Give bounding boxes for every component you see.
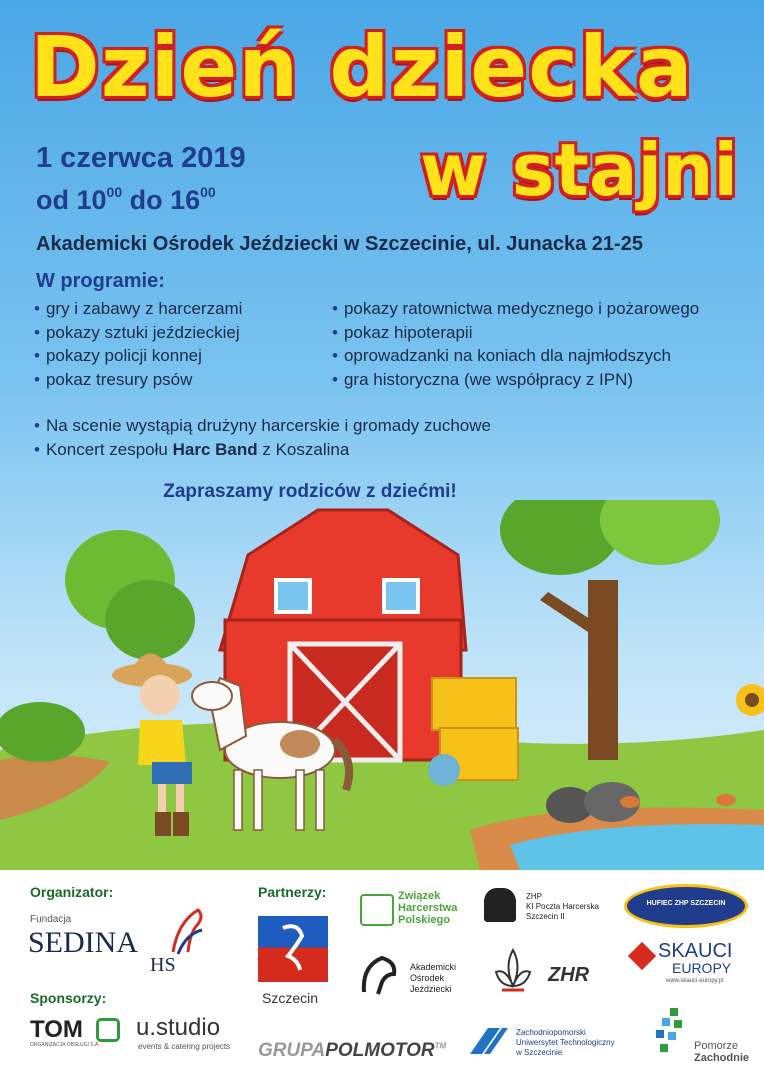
girl-shirt (138, 720, 186, 765)
aoj-line: Jeździecki (410, 984, 452, 994)
hours-from: od 10 (36, 185, 107, 215)
zhr-logo-text: ZHR (548, 964, 590, 986)
tree-left-canopy-2 (105, 580, 195, 660)
partners-label: Partnerzy: (258, 884, 327, 900)
program-item: • pokaz hipoterapii (332, 321, 699, 345)
farm-illustration (0, 500, 764, 870)
zhp-lily-icon (360, 894, 394, 926)
horse-leg (296, 770, 304, 830)
hours-from-minutes: 00 (106, 184, 123, 200)
girl-boot (173, 812, 189, 836)
zhp-line: Harcerstwa (398, 902, 458, 914)
aoj-line: Ośrodek (410, 973, 445, 983)
polmotor-logo (258, 1040, 446, 1062)
horse-head (192, 682, 232, 710)
program-extra-concert (34, 438, 491, 462)
pomorze-text (694, 1040, 749, 1064)
zut-line: w Szczecinie (516, 1048, 563, 1057)
aoj-text (410, 962, 456, 995)
aoj-line: Akademicki (410, 962, 457, 972)
barn-window-left (276, 580, 310, 612)
program-item: • pokazy sztuki jeździeckiej (34, 321, 242, 345)
horse-leg (316, 770, 324, 830)
mushroom (716, 794, 736, 806)
zhp-logo-text (398, 890, 457, 926)
event-date: 1 czerwca 2019 (36, 142, 246, 174)
hours-to: do 16 (122, 185, 201, 215)
horse-spot (280, 730, 320, 758)
zut-line: Zachodniopomorski (516, 1028, 586, 1037)
concert-pre: Koncert zespołu (45, 439, 173, 459)
skauci-cross-icon (628, 942, 656, 970)
sunflower-center (745, 693, 759, 707)
program-extra-stage: • Na scenie wystąpią drużyny harcerskie i gromady zuchowe (34, 414, 491, 438)
program-item: • gry i zabawy z harcerzami (34, 297, 242, 321)
band-name: Harc Band (172, 439, 258, 459)
tree-trunk (588, 580, 618, 760)
girl-shorts (152, 762, 192, 784)
hufiec-badge (624, 884, 748, 928)
kipoczta-line: KI Poczta Harcerska (526, 902, 599, 911)
tom-logo-icon (96, 1018, 120, 1042)
zut-logo-icon (466, 1024, 512, 1060)
horse-leg (234, 770, 242, 830)
szczecin-crest (258, 916, 328, 982)
skauci-url: www.skauci-europy.pl (666, 978, 724, 984)
program-item: • pokazy ratownictwa medycznego i pożarowego (332, 297, 699, 321)
tom-subtitle: ORGANIZACJA OBSŁUGI S.A. (30, 1042, 100, 1048)
horse-leg (254, 770, 262, 830)
pomorze-logo-icon (650, 1006, 694, 1060)
pomorze-line: Pomorze (694, 1040, 739, 1052)
skauci-text-2: EUROPY (672, 960, 732, 976)
zut-text (516, 1028, 615, 1058)
hufiec-text: HUFIEC ZHP SZCZECIN (646, 900, 726, 907)
watering-can (428, 754, 460, 786)
footer-logos (0, 870, 764, 1080)
polmotor-name: POLMOTOR (325, 1040, 435, 1061)
title-line-2: w stajni (420, 128, 739, 212)
zhp-line: Związek (398, 890, 441, 902)
barn-window-right (384, 580, 418, 612)
sedina-horse-icon (168, 902, 208, 958)
mushroom (620, 796, 640, 808)
program-heading: W programie: (36, 270, 165, 292)
sedina-fundacja: Fundacja (30, 914, 72, 925)
title-line-1: Dzień dziecka (30, 18, 694, 116)
hay-bale-top (432, 678, 516, 730)
sedina-hs: HS (150, 954, 176, 976)
tree-right-canopy-3 (600, 500, 720, 565)
pomorze-line: Zachodnie (694, 1052, 750, 1064)
ustudio-subtitle: events & catering projects (138, 1042, 231, 1051)
program-item: • oprowadzanki na koniach dla najmłodszych (332, 344, 699, 368)
kipoczta-text (526, 892, 599, 922)
zhp-line: Polskiego (398, 914, 450, 926)
program-item: • pokaz tresury psów (34, 368, 242, 392)
concert-post: z Koszalina (257, 439, 350, 459)
sponsors-label: Sponsorzy: (30, 990, 107, 1006)
aoj-horse-icon (356, 952, 402, 998)
invitation: Zapraszamy rodziców z dziećmi! (163, 481, 457, 502)
polmotor-grupa: GRUPA (258, 1040, 326, 1061)
organizer-label: Organizator: (30, 884, 114, 900)
program-list-right (332, 297, 699, 391)
program-item: • pokazy policji konnej (34, 344, 242, 368)
szczecin-label: Szczecin (262, 990, 319, 1006)
bird-icon (484, 888, 516, 922)
kipoczta-line: Szczecin II (526, 912, 565, 921)
skauci-text-1: SKAUCI (658, 940, 733, 962)
zhr-lily-icon (488, 946, 538, 1006)
hours-to-minutes: 00 (200, 184, 216, 200)
griffin-icon (258, 916, 328, 982)
zut-line: Uniwersytet Technologiczny (516, 1038, 615, 1047)
program-item: • gra historyczna (we współpracy z IPN) (332, 368, 699, 392)
tom-logo-text: TOM (30, 1016, 83, 1043)
girl-boot (155, 812, 171, 836)
ustudio-logo-text: u.studio (136, 1014, 221, 1041)
event-venue: Akademicki Ośrodek Jeździecki w Szczecinie, ul. Junacka 21-25 (36, 233, 643, 255)
girl-face (140, 675, 180, 715)
sedina-logo-text: SEDINA (28, 926, 138, 959)
program-list-left (34, 297, 242, 391)
polmotor-tm: TM (434, 1041, 447, 1051)
program-extras (34, 414, 491, 461)
kipoczta-line: ZHP (526, 892, 542, 901)
event-hours (36, 184, 216, 216)
